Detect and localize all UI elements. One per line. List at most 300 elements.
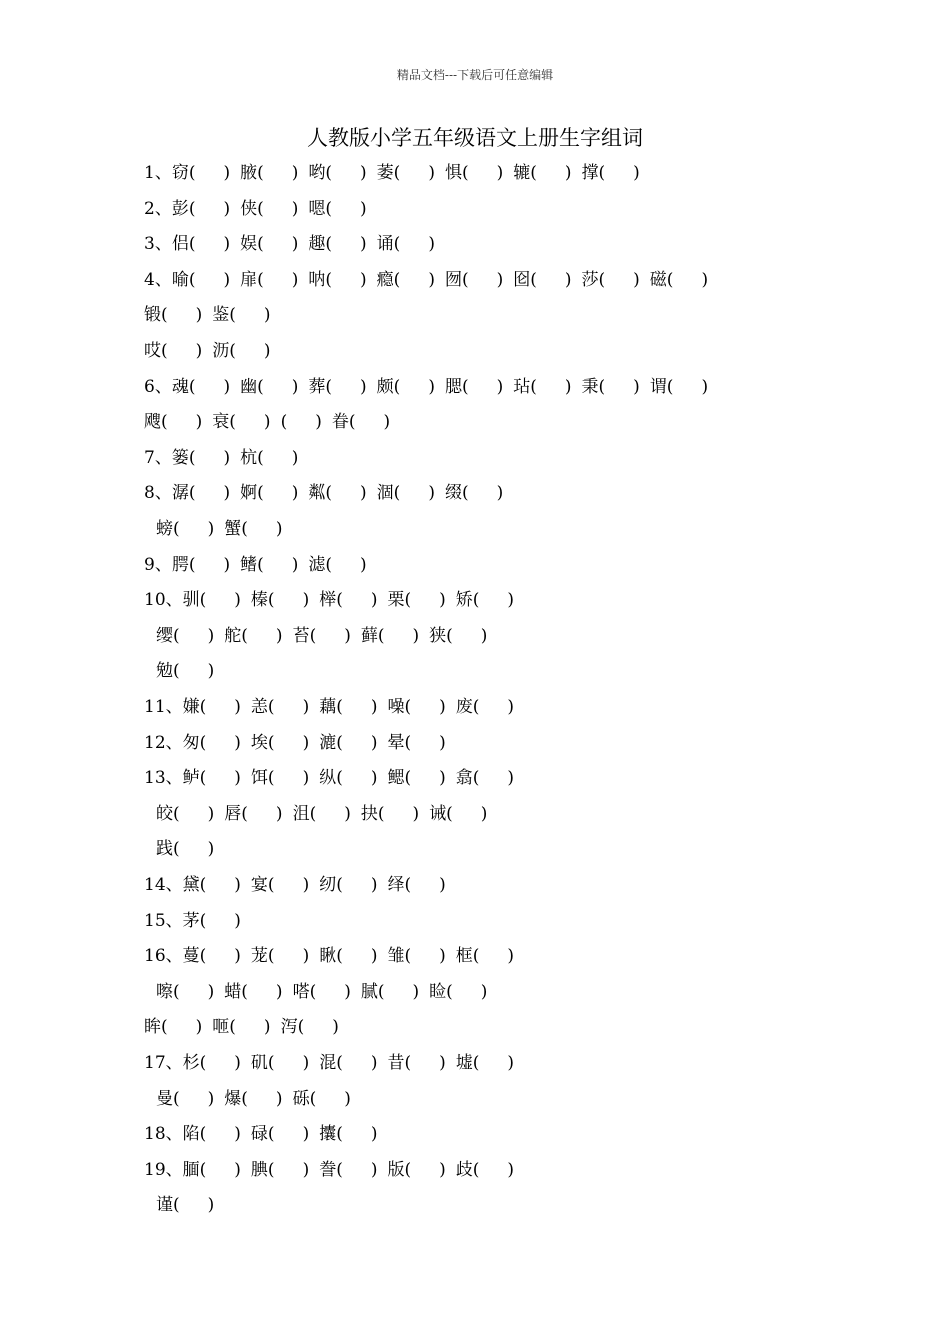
open-paren: ( xyxy=(161,305,168,326)
open-paren: ( xyxy=(325,163,333,183)
close-paren: ) xyxy=(370,1053,378,1073)
character: 谨 xyxy=(156,1195,173,1216)
vocabulary-line xyxy=(156,836,224,862)
close-paren: ) xyxy=(383,412,391,433)
word-blank-item xyxy=(144,409,202,435)
close-paren: ) xyxy=(223,163,231,183)
close-paren: ) xyxy=(439,946,446,967)
word-blank-item xyxy=(387,694,445,720)
open-paren: ( xyxy=(325,269,333,290)
word-blank-item xyxy=(183,1121,241,1147)
word-blank-item xyxy=(224,1086,282,1112)
vocabulary-line xyxy=(144,552,377,578)
open-paren: ( xyxy=(257,554,264,575)
word-blank-item xyxy=(319,1121,377,1147)
close-paren: ) xyxy=(633,269,640,290)
line-number: 16、 xyxy=(144,946,183,967)
open-paren: ( xyxy=(173,981,180,1002)
close-paren: ) xyxy=(207,803,215,824)
character: 茅 xyxy=(182,910,200,931)
close-paren: ) xyxy=(263,1017,271,1038)
open-paren: ( xyxy=(173,661,180,682)
open-paren: ( xyxy=(461,269,469,290)
word-blank-item xyxy=(429,801,487,827)
close-paren: ) xyxy=(195,1017,203,1038)
open-paren: ( xyxy=(199,875,207,895)
word-blank-item xyxy=(172,196,230,222)
character: 侠 xyxy=(240,198,258,219)
character: 谓 xyxy=(649,376,667,397)
vocabulary-line xyxy=(144,374,718,400)
line-number: 18、 xyxy=(144,1124,183,1145)
word-blank-item xyxy=(387,587,445,613)
open-paren: ( xyxy=(241,1088,248,1109)
close-paren: ) xyxy=(302,875,310,895)
word-blank-item xyxy=(172,231,230,257)
close-paren: ) xyxy=(428,483,435,504)
vocabulary-line xyxy=(156,1086,361,1112)
character: 嗯 xyxy=(308,198,326,219)
open-paren: ( xyxy=(530,163,537,183)
open-paren: ( xyxy=(267,875,275,895)
character: 砾 xyxy=(292,1088,310,1109)
character: 篓 xyxy=(171,447,189,468)
open-paren: ( xyxy=(257,234,264,255)
character: 苔 xyxy=(292,625,310,646)
open-paren: ( xyxy=(188,269,196,290)
open-paren: ( xyxy=(336,1159,343,1180)
open-paren: ( xyxy=(199,590,207,611)
character: 曼 xyxy=(156,1088,173,1109)
open-paren: ( xyxy=(598,163,606,183)
word-blank-item xyxy=(456,1157,514,1183)
word-blank-item xyxy=(513,267,571,293)
character: 版 xyxy=(387,1159,405,1180)
character: 践 xyxy=(156,839,173,860)
close-paren: ) xyxy=(496,483,504,504)
vocabulary-line xyxy=(144,694,524,720)
close-paren: ) xyxy=(507,590,515,611)
close-paren: ) xyxy=(302,946,310,967)
word-blank-item xyxy=(212,1014,270,1040)
open-paren: ( xyxy=(199,946,207,967)
character: 陷 xyxy=(182,1124,200,1145)
character: 秉 xyxy=(581,376,599,397)
word-blank-item xyxy=(308,231,366,257)
word-blank-item xyxy=(251,1050,309,1076)
close-paren: ) xyxy=(633,163,640,183)
word-blank-item xyxy=(456,943,514,969)
open-paren: ( xyxy=(267,697,275,717)
character: 幽 xyxy=(240,376,258,397)
character: 彭 xyxy=(171,198,189,219)
word-blank-item xyxy=(308,480,366,506)
close-paren: ) xyxy=(480,625,488,646)
character: 藓 xyxy=(360,625,378,646)
character: 滤 xyxy=(308,554,326,575)
word-blank-item xyxy=(319,587,377,613)
character: 勉 xyxy=(156,661,173,682)
character: 囵 xyxy=(513,269,531,290)
page-header: 精品文档---下载后可任意编辑 xyxy=(396,68,554,82)
character: 碌 xyxy=(250,1124,268,1145)
character: 雏 xyxy=(387,946,405,967)
word-blank-item xyxy=(387,730,445,756)
open-paren: ( xyxy=(267,768,275,789)
close-paren: ) xyxy=(360,554,367,575)
open-paren: ( xyxy=(404,697,412,717)
open-paren: ( xyxy=(257,163,264,183)
close-paren: ) xyxy=(291,198,299,219)
open-paren: ( xyxy=(404,768,412,789)
open-paren: ( xyxy=(461,376,469,397)
close-paren: ) xyxy=(302,590,310,611)
character: 惧 xyxy=(444,163,462,183)
word-blank-item xyxy=(156,516,214,542)
open-paren: ( xyxy=(530,269,537,290)
character: 沮 xyxy=(292,803,310,824)
vocabulary-line xyxy=(144,765,524,791)
open-paren: ( xyxy=(325,554,333,575)
open-paren: ( xyxy=(188,234,196,255)
close-paren: ) xyxy=(223,483,231,504)
character: 噪 xyxy=(387,697,405,717)
close-paren: ) xyxy=(291,554,299,575)
line-number: 9、 xyxy=(144,554,172,575)
close-paren: ) xyxy=(360,376,367,397)
close-paren: ) xyxy=(370,1124,378,1145)
character: 爆 xyxy=(224,1088,242,1109)
close-paren: ) xyxy=(263,412,271,433)
close-paren: ) xyxy=(275,981,283,1002)
close-paren: ) xyxy=(275,519,283,539)
character: 哎 xyxy=(144,341,161,361)
word-blank-item xyxy=(251,730,309,756)
word-blank-item xyxy=(293,979,351,1005)
close-paren: ) xyxy=(507,1053,515,1073)
character: 辘 xyxy=(513,163,531,183)
character: 匆 xyxy=(182,732,200,753)
word-blank-item xyxy=(144,338,202,364)
close-paren: ) xyxy=(360,483,367,504)
character: 嗒 xyxy=(292,981,310,1002)
word-blank-item xyxy=(224,801,282,827)
word-blank-item xyxy=(513,160,571,186)
close-paren: ) xyxy=(701,376,709,397)
open-paren: ( xyxy=(348,412,356,433)
character: 恙 xyxy=(250,697,268,717)
word-blank-item xyxy=(456,694,514,720)
vocabulary-line xyxy=(144,267,718,293)
character: 粼 xyxy=(308,483,326,504)
character: 腆 xyxy=(250,1159,268,1180)
character: 狭 xyxy=(429,625,447,646)
close-paren: ) xyxy=(291,376,299,397)
close-paren: ) xyxy=(344,981,351,1002)
character: 抉 xyxy=(360,803,378,824)
close-paren: ) xyxy=(344,803,351,824)
close-paren: ) xyxy=(302,732,310,753)
open-paren: ( xyxy=(325,198,333,219)
open-paren: ( xyxy=(199,732,207,753)
word-blank-item xyxy=(387,943,445,969)
character: 魂 xyxy=(171,376,189,397)
character: 鲈 xyxy=(182,768,200,789)
word-blank-item xyxy=(172,267,230,293)
word-blank-item xyxy=(377,231,435,257)
open-paren: ( xyxy=(472,1159,480,1180)
open-paren: ( xyxy=(241,803,248,824)
close-paren: ) xyxy=(428,269,435,290)
open-paren: ( xyxy=(598,376,606,397)
open-paren: ( xyxy=(336,1124,343,1145)
close-paren: ) xyxy=(439,697,446,717)
word-blank-item xyxy=(308,196,366,222)
word-blank-item xyxy=(308,552,366,578)
line-number: 11、 xyxy=(144,697,183,717)
word-blank-item xyxy=(361,801,419,827)
open-paren: ( xyxy=(188,554,196,575)
character: 瞅 xyxy=(319,946,337,967)
close-paren: ) xyxy=(564,163,572,183)
word-blank-item xyxy=(429,979,487,1005)
word-blank-item xyxy=(224,516,282,542)
open-paren: ( xyxy=(229,305,236,326)
word-blank-item xyxy=(319,765,377,791)
word-blank-item xyxy=(251,1121,309,1147)
word-blank-item xyxy=(156,623,214,649)
character: 杉 xyxy=(182,1053,200,1073)
character: 鳃 xyxy=(387,768,405,789)
vocabulary-line xyxy=(144,943,524,969)
close-paren: ) xyxy=(234,1124,241,1145)
close-paren: ) xyxy=(496,376,504,397)
close-paren: ) xyxy=(223,198,231,219)
vocabulary-line xyxy=(144,480,513,506)
character: 饵 xyxy=(250,768,268,789)
open-paren: ( xyxy=(257,483,264,504)
open-paren: ( xyxy=(173,519,180,539)
close-paren: ) xyxy=(360,234,367,255)
character: 咂 xyxy=(212,1017,230,1038)
close-paren: ) xyxy=(412,803,420,824)
word-blank-item xyxy=(293,623,351,649)
character: 潺 xyxy=(171,483,189,504)
word-blank-item xyxy=(240,552,298,578)
word-blank-item xyxy=(377,267,435,293)
close-paren: ) xyxy=(302,697,310,717)
word-blank-item xyxy=(212,409,270,435)
word-blank-item xyxy=(172,374,230,400)
open-paren: ( xyxy=(666,269,674,290)
close-paren: ) xyxy=(360,198,367,219)
character: 晕 xyxy=(387,732,405,753)
word-blank-item xyxy=(240,374,298,400)
close-paren: ) xyxy=(412,981,420,1002)
open-paren: ( xyxy=(598,269,606,290)
open-paren: ( xyxy=(199,1124,207,1145)
character: 缨 xyxy=(156,625,173,646)
close-paren: ) xyxy=(428,376,435,397)
word-blank-item xyxy=(281,1014,339,1040)
open-paren: ( xyxy=(472,768,480,789)
word-blank-item xyxy=(240,445,298,471)
word-blank-item xyxy=(308,267,366,293)
close-paren: ) xyxy=(412,625,420,646)
open-paren: ( xyxy=(267,1159,275,1180)
word-blank-item xyxy=(445,160,503,186)
close-paren: ) xyxy=(207,661,215,682)
close-paren: ) xyxy=(234,768,241,789)
vocabulary-line xyxy=(156,979,497,1005)
close-paren: ) xyxy=(360,163,367,183)
close-paren: ) xyxy=(234,910,241,931)
close-paren: ) xyxy=(633,376,640,397)
word-blank-item xyxy=(172,480,230,506)
open-paren: ( xyxy=(377,625,385,646)
close-paren: ) xyxy=(428,234,435,255)
close-paren: ) xyxy=(302,1159,310,1180)
close-paren: ) xyxy=(275,1088,283,1109)
character: 哟 xyxy=(308,163,326,183)
open-paren: ( xyxy=(336,946,343,967)
open-paren: ( xyxy=(325,483,333,504)
close-paren: ) xyxy=(207,839,215,860)
close-paren: ) xyxy=(428,163,435,183)
vocabulary-line xyxy=(156,801,497,827)
vocabulary-line xyxy=(156,1192,224,1218)
close-paren: ) xyxy=(344,625,351,646)
character: 埃 xyxy=(250,732,268,753)
close-paren: ) xyxy=(223,554,231,575)
close-paren: ) xyxy=(263,341,271,361)
close-paren: ) xyxy=(370,1159,378,1180)
close-paren: ) xyxy=(480,981,488,1002)
close-paren: ) xyxy=(480,803,488,824)
character: 瘾 xyxy=(376,269,394,290)
word-blank-item xyxy=(281,409,322,435)
open-paren: ( xyxy=(404,590,412,611)
close-paren: ) xyxy=(291,483,299,504)
character: 混 xyxy=(319,1053,337,1073)
close-paren: ) xyxy=(291,163,299,183)
word-blank-item xyxy=(172,445,230,471)
close-paren: ) xyxy=(496,163,504,183)
open-paren: ( xyxy=(393,234,401,255)
word-blank-item xyxy=(156,801,214,827)
character: 腭 xyxy=(171,554,189,575)
character: 螃 xyxy=(156,519,173,539)
close-paren: ) xyxy=(370,875,378,895)
close-paren: ) xyxy=(234,732,241,753)
character: 诫 xyxy=(429,803,447,824)
vocabulary-line xyxy=(156,623,497,649)
open-paren: ( xyxy=(461,163,469,183)
open-paren: ( xyxy=(188,447,196,468)
word-blank-item xyxy=(212,302,270,328)
word-blank-item xyxy=(387,765,445,791)
open-paren: ( xyxy=(446,803,453,824)
character: 沥 xyxy=(212,341,230,361)
word-blank-item xyxy=(240,480,298,506)
close-paren: ) xyxy=(507,1159,515,1180)
character: 泻 xyxy=(280,1017,298,1038)
close-paren: ) xyxy=(344,1088,351,1109)
open-paren: ( xyxy=(530,376,537,397)
word-blank-item xyxy=(183,587,241,613)
word-blank-item xyxy=(377,374,435,400)
close-paren: ) xyxy=(701,269,709,290)
close-paren: ) xyxy=(507,697,515,717)
word-blank-item xyxy=(319,1050,377,1076)
character: 嫌 xyxy=(182,697,200,717)
word-blank-item xyxy=(445,267,503,293)
open-paren: ( xyxy=(309,625,317,646)
character: 侣 xyxy=(171,234,189,255)
character: 墟 xyxy=(455,1053,473,1073)
line-number: 4、 xyxy=(144,269,172,290)
open-paren: ( xyxy=(404,1159,412,1180)
open-paren: ( xyxy=(404,946,412,967)
close-paren: ) xyxy=(302,1053,310,1073)
close-paren: ) xyxy=(439,768,446,789)
character: 舵 xyxy=(224,625,242,646)
word-blank-item xyxy=(156,979,214,1005)
word-blank-item xyxy=(319,730,377,756)
character: 驯 xyxy=(182,590,200,611)
word-blank-item xyxy=(377,160,435,186)
close-paren: ) xyxy=(207,981,215,1002)
character: 颇 xyxy=(376,376,394,397)
character: 蔓 xyxy=(182,946,200,967)
line-number: 19、 xyxy=(144,1159,183,1180)
character: 玷 xyxy=(513,376,531,397)
close-paren: ) xyxy=(439,875,446,895)
vocabulary-line xyxy=(144,409,400,435)
close-paren: ) xyxy=(234,875,241,895)
character: 栗 xyxy=(387,590,405,611)
vocabulary-line xyxy=(144,160,650,186)
open-paren: ( xyxy=(229,412,236,433)
word-blank-item xyxy=(183,1157,241,1183)
vocabulary-line xyxy=(144,872,456,898)
close-paren: ) xyxy=(439,1053,446,1073)
character: 矶 xyxy=(250,1053,268,1073)
open-paren: ( xyxy=(173,1088,180,1109)
character: 飕 xyxy=(144,412,161,433)
vocabulary-line xyxy=(144,587,524,613)
word-blank-item xyxy=(319,872,377,898)
open-paren: ( xyxy=(188,163,196,183)
vocabulary-line xyxy=(144,730,456,756)
close-paren: ) xyxy=(263,305,271,326)
close-paren: ) xyxy=(207,1195,215,1216)
character: 茏 xyxy=(250,946,268,967)
character: 呐 xyxy=(308,269,326,290)
character: 囫 xyxy=(444,269,462,290)
open-paren: ( xyxy=(199,697,207,717)
close-paren: ) xyxy=(195,412,203,433)
open-paren: ( xyxy=(309,1088,317,1109)
word-blank-item xyxy=(224,979,282,1005)
close-paren: ) xyxy=(195,341,203,361)
open-paren: ( xyxy=(257,198,264,219)
open-paren: ( xyxy=(393,269,401,290)
character: 喻 xyxy=(171,269,189,290)
character: 废 xyxy=(455,697,473,717)
close-paren: ) xyxy=(302,768,310,789)
open-paren: ( xyxy=(199,768,207,789)
